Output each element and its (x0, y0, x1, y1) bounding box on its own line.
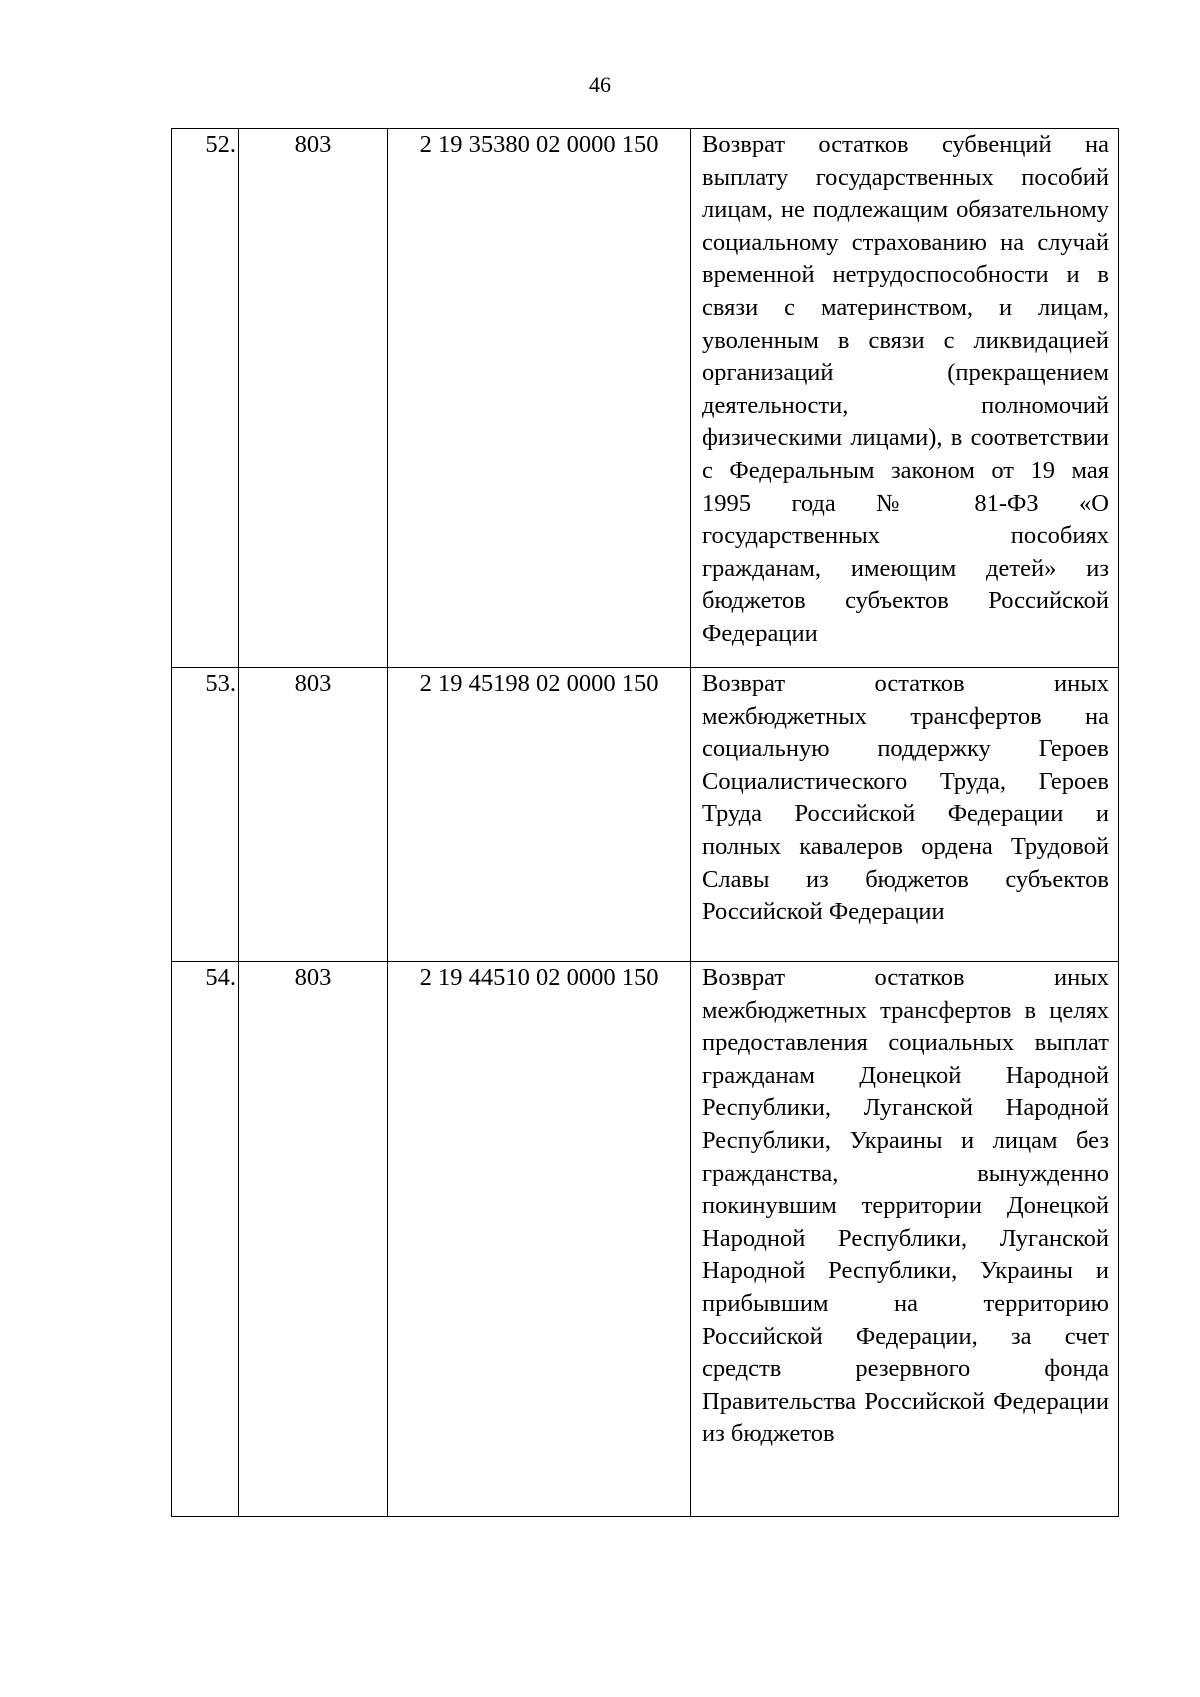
page-number: 46 (589, 72, 611, 97)
income-description: Возврат остатков иных межбюджетных трансфертов в целях предоставления социальных выплат гражданам Донецкой Народной Республики, Луганской Народной Республики, Украины и лицам без гражданства, вынужденно покинувшим территории Донецкой Народной Республики, Луганской Народной Республики, Украины и прибывшим на территорию Российской Федерации, за счет средств резервного фонда Правительства Российской Федерации из бюджетов (691, 962, 1119, 1517)
administrator-code: 803 (239, 668, 388, 962)
row-number: 53. (172, 668, 239, 962)
income-description: Возврат остатков иных межбюджетных трансфертов на социальную поддержку Героев Социалистического Труда, Героев Труда Российской Федерации и полных кавалеров ордена Трудовой Славы из бюджетов субъектов Российской Федерации (691, 668, 1119, 962)
income-description: Возврат остатков субвенций на выплату государственных пособий лицам, не подлежащим обязательному социальному страхованию на случай временной нетрудоспособности и в связи с материнством, и лицам, уволенным в связи с ликвидацией организаций (прекращением деятельности, полномочий физическими лицами), в соответствии с Федеральным законом от 19 мая 1995 года № 81-ФЗ «О государственных пособиях гражданам, имеющим детей» из бюджетов субъектов Российской Федерации (691, 129, 1119, 668)
row-number: 52. (172, 129, 239, 668)
row-number: 54. (172, 962, 239, 1517)
budget-classification-code: 2 19 44510 02 0000 150 (388, 962, 691, 1517)
table-row (172, 962, 1119, 1517)
administrator-code: 803 (239, 962, 388, 1517)
table-row (172, 668, 1119, 962)
budget-classification-code: 2 19 45198 02 0000 150 (388, 668, 691, 962)
administrator-code: 803 (239, 129, 388, 668)
budget-classification-code: 2 19 35380 02 0000 150 (388, 129, 691, 668)
table-row (172, 129, 1119, 668)
budget-codes-table (171, 128, 1119, 1517)
